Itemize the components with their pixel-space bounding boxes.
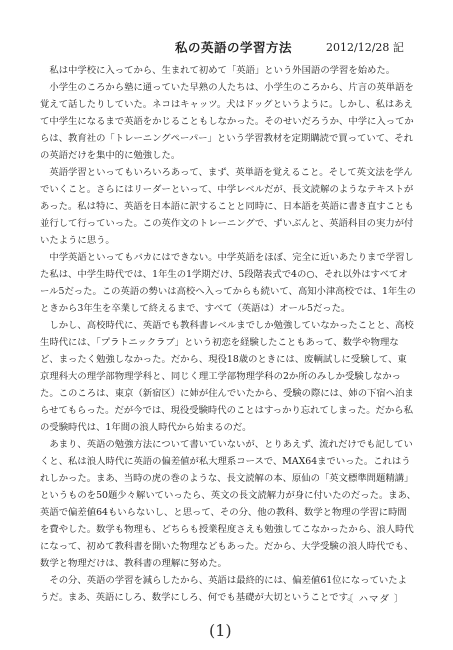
- paragraph: 小学生のころから塾に通っていた早熟の人たちは、小学生のころから、片言の英単語を覚えて話したりしていた。ネコはキャッツ。犬はドッグというように。しかし、私はあえて中学生になるまで英語をかじることもしなかった。そのせいだろうか、中学に入ってからは、教育社の「トレーニングペーパー」という学習教材を定期購読で買っていて、それの英語だけを集中的に勉強した。: [40, 82, 414, 161]
- paragraph: 中学英語といってもバカにはできない。中学英語をほぼ、完全に近いあたりまで学習した私は、中学生時代では、1年生の1学期だけ、5段階表式で4の○、それ以外はすべてオール5だった。この英語の勢いは高校へ入ってからも続いて、高知小津高校では、1年生のときから3年生を卒業して終えるまで、すべて（英語は）オール5だった。: [40, 252, 416, 314]
- document-header: [0, 38, 453, 58]
- paragraph: しかし、高校時代に、英語でも教科書レベルまでしか勉強していなかったことと、高校生時代には、「プラトニックラブ」という初恋を経験したこともあって、数学や物理など、まったく勉強しなかった。だから、現役18歳のときには、废輌試しに受験して、東京理科大の理学部物理学科と、同じく理工学部物理学科の2か所のみしか受験しなかった。このころは、東京（新宿区）に姉が住んでいたから、受験の際には、姉の下宿へ泊まらせてもらった。だが今では、現役受験時代のことはすっかり忘れてしまった。だから私の受験時代は、1年間の浪人時代から始まるのだ。: [40, 320, 414, 433]
- document-date: 2012/12/28 記: [326, 41, 404, 54]
- paragraph: あまり、英語の勉強方法について書いていないが、とりあえず、流れだけでも記していくと、私は浪人時代に英語の偏差値が私大理系コースで、MAX64までいった。これはうれしかった。まあ、当時の虎の巻のような、長文読解の本、原仙の「英文標準問題精講」というものを50題少々解いていったら、英文の長文読解力が身に付いたのだった。まあ、英語で偏差値64もいらないし、と思って、その分、他の教科、数学と物理の学習に時間を費やした。数学も物理も、どちらも授業程度さえも勉強してこなかったから、浪人時代になって、初めて教科書を開いた物理などもあった。だから、大学受験の浪人時代でも、数学と物理だけは、教科書の理解に努めた。: [40, 439, 416, 569]
- document-title: 私の英語の学習方法: [175, 40, 293, 55]
- paragraph: 私は中学校に入ってから、生まれて初めて「英語」という外国語の学習を始めた。: [49, 65, 396, 76]
- author-signature: 〔 ハマダ 〕: [344, 594, 405, 605]
- document-body: [40, 62, 416, 606]
- page-number: (1): [209, 621, 232, 640]
- paragraph: その分、英語の学習を減らしたから、英語は最終的には、偏差値61位になっていたようだ。まあ、英語にしろ、数学にしろ、何でも基礎が大切ということです。: [40, 575, 407, 603]
- paragraph: 英語学習といってもいろいろあって、まず、英単語を覚えること。そして英文法を学んでいくこと。さらにはリーダーといって、中学レベルだが、長文読解のようなテキストがあった。私は特に、英語を日本語に訳することと同時に、日本語を英語に書き直すことも並行して行っていった。この英作文のトレーニングで、ずいぶんと、英語科目の実力が付いたように思う。: [40, 167, 414, 246]
